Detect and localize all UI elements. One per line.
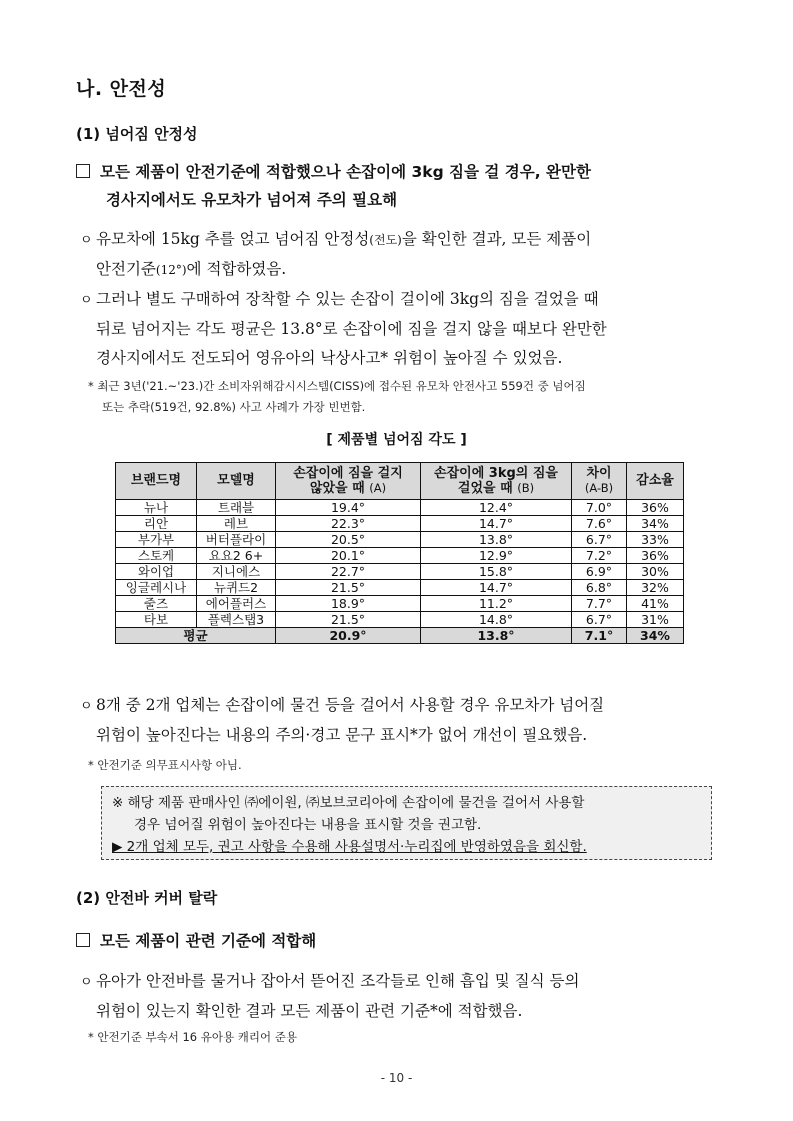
headline-1-line1: 모든 제품이 안전기준에 적합했으나 손잡이에 3kg 짐을 걸 경우, 완만한 — [100, 163, 591, 181]
cell-a: 21.5° — [276, 612, 421, 628]
footnote-3: * 안전기준 부속서 16 유아용 캐리어 준용 — [88, 1030, 297, 1044]
cell-average-b: 13.8° — [421, 628, 572, 644]
col-model: 모델명 — [197, 463, 276, 500]
cell-diff: 6.7° — [572, 612, 627, 628]
square-box-icon — [76, 164, 90, 178]
recommendation-box — [101, 786, 712, 860]
cell-a: 22.7° — [276, 564, 421, 580]
asterisk-icon: * — [88, 758, 98, 772]
cell-b: 12.9° — [421, 548, 572, 564]
page-number: - 10 - — [380, 1071, 413, 1085]
circle-bullet-icon: ㅇ — [80, 293, 93, 308]
cell-diff: 7.6° — [572, 516, 627, 532]
cell-model: 레브 — [197, 516, 276, 532]
cell-model: 버터플라이 — [197, 532, 276, 548]
cell-rate: 36% — [627, 500, 684, 516]
cell-average-rate: 34% — [627, 628, 684, 644]
cell-diff: 6.9° — [572, 564, 627, 580]
cell-model: 트래블 — [197, 500, 276, 516]
cell-brand: 타보 — [116, 612, 197, 628]
table-row — [116, 596, 684, 612]
cell-b: 12.4° — [421, 500, 572, 516]
cell-b: 11.2° — [421, 596, 572, 612]
cell-brand: 잉글레시나 — [116, 580, 197, 596]
headline-2: 모든 제품이 관련 기준에 적합해 — [76, 927, 736, 955]
col-a: 손잡이에 짐을 걸지 않았을 때 (A) — [276, 463, 421, 500]
cell-brand: 스토케 — [116, 548, 197, 564]
table-caption: [ 제품별 넘어짐 각도 ] — [326, 432, 467, 448]
cell-rate: 41% — [627, 596, 684, 612]
table-row — [116, 500, 684, 516]
cell-model: 뉴퀴드2 — [197, 580, 276, 596]
cell-b: 14.7° — [421, 580, 572, 596]
headline-1-line2: 경사지에서도 유모차가 넘어져 주의 필요해 — [106, 191, 398, 209]
cell-rate: 36% — [627, 548, 684, 564]
cell-rate: 31% — [627, 612, 684, 628]
cell-model: 요요2 6+ — [197, 548, 276, 564]
cell-diff: 7.7° — [572, 596, 627, 612]
cell-brand: 리안 — [116, 516, 197, 532]
footnote-2: * 안전기준 의무표시사항 아님. — [88, 758, 242, 772]
col-diff: 차이 (A-B) — [572, 463, 627, 500]
cell-rate: 33% — [627, 532, 684, 548]
cell-b: 14.7° — [421, 516, 572, 532]
footnote-1: * 최근 3년('21.~'23.)간 소비자위해감시시스템(CISS)에 접수된 유모차 안전사고 559건 중 넘어짐 또는 추락(519건, 92.8%) 사고 사례가 가장 빈번함. — [88, 379, 586, 414]
cell-diff: 6.7° — [572, 532, 627, 548]
box-line-3: ▶ 2개 업체 모두, 권고 사항을 수용해 사용설명서·누리집에 반영하였음을 회신함. — [112, 839, 587, 855]
cell-brand: 줄즈 — [116, 596, 197, 612]
col-b: 손잡이에 3kg의 짐을 걸었을 때 (B) — [421, 463, 572, 500]
box-line-2: 경우 넘어질 위험이 높아진다는 내용을 표시할 것을 권고함. — [134, 817, 482, 833]
box-line-1: ※ 해당 제품 판매사인 ㈜에이원, ㈜보브코리아에 손잡이에 물건을 걸어서 사용할 — [112, 795, 585, 811]
cell-brand: 와이업 — [116, 564, 197, 580]
table-row — [116, 564, 684, 580]
cell-average-label: 평균 — [116, 628, 276, 644]
cell-a: 20.5° — [276, 532, 421, 548]
bullet-2: ㅇ 그러나 별도 구매하여 장착할 수 있는 손잡이 걸이에 3kg의 짐을 걸었을 때 뒤로 넘어지는 각도 평균은 13.8°로 손잡이에 짐을 걸지 않을 때보다 완만한 경사지에서도 전도되어 영유아의 낙상사고* 위험이 높아질 수 있었음. — [80, 285, 720, 373]
circle-bullet-icon: ㅇ — [80, 699, 93, 714]
cell-diff: 6.8° — [572, 580, 627, 596]
circle-bullet-icon: ㅇ — [80, 233, 93, 248]
cell-average-diff: 7.1° — [572, 628, 627, 644]
subsection-title-2: (2) 안전바 커버 탈락 — [76, 889, 218, 907]
cell-b: 15.8° — [421, 564, 572, 580]
bullet-3: ㅇ 8개 중 2개 업체는 손잡이에 물건 등을 걸어서 사용할 경우 유모차가 넘어질 위험이 높아진다는 내용의 주의·경고 문구 표시*가 없어 개선이 필요했음. — [80, 691, 720, 750]
table-row — [116, 580, 684, 596]
table-row — [116, 612, 684, 628]
table-row — [116, 532, 684, 548]
cell-brand: 부가부 — [116, 532, 197, 548]
cell-rate: 32% — [627, 580, 684, 596]
cell-model: 지니에스 — [197, 564, 276, 580]
cell-a: 20.1° — [276, 548, 421, 564]
cell-model: 에어플러스 — [197, 596, 276, 612]
cell-b: 14.8° — [421, 612, 572, 628]
cell-average-a: 20.9° — [276, 628, 421, 644]
table-row — [116, 548, 684, 564]
tip-angle-table — [115, 462, 684, 644]
cell-a: 22.3° — [276, 516, 421, 532]
square-box-icon — [76, 933, 90, 947]
cell-rate: 30% — [627, 564, 684, 580]
bullet-1: ㅇ 유모차에 15kg 추를 얹고 넘어짐 안정성(전도)을 확인한 결과, 모든 제품이 안전기준(12°)에 적합하였음. — [80, 225, 720, 285]
cell-a: 18.9° — [276, 596, 421, 612]
cell-model: 플렉스탭3 — [197, 612, 276, 628]
section-title: 나. 안전성 — [76, 78, 167, 100]
circle-bullet-icon: ㅇ — [80, 975, 93, 990]
table-row-average — [116, 628, 684, 644]
asterisk-icon: * — [88, 1030, 98, 1044]
cell-a: 21.5° — [276, 580, 421, 596]
headline-1 — [76, 158, 736, 214]
subsection-title-1: (1) 넘어짐 안정성 — [76, 125, 198, 143]
table-row — [116, 516, 684, 532]
cell-diff: 7.2° — [572, 548, 627, 564]
cell-diff: 7.0° — [572, 500, 627, 516]
col-brand: 브랜드명 — [116, 463, 197, 500]
cell-b: 13.8° — [421, 532, 572, 548]
cell-a: 19.4° — [276, 500, 421, 516]
cell-rate: 34% — [627, 516, 684, 532]
asterisk-icon: * — [88, 379, 98, 393]
bullet-4: ㅇ 유아가 안전바를 물거나 잡아서 뜯어진 조각들로 인해 흡입 및 질식 등의 위험이 있는지 확인한 결과 모든 제품이 관련 기준*에 적합했음. — [80, 967, 720, 1026]
cell-brand: 뉴나 — [116, 500, 197, 516]
col-rate: 감소율 — [627, 463, 684, 500]
